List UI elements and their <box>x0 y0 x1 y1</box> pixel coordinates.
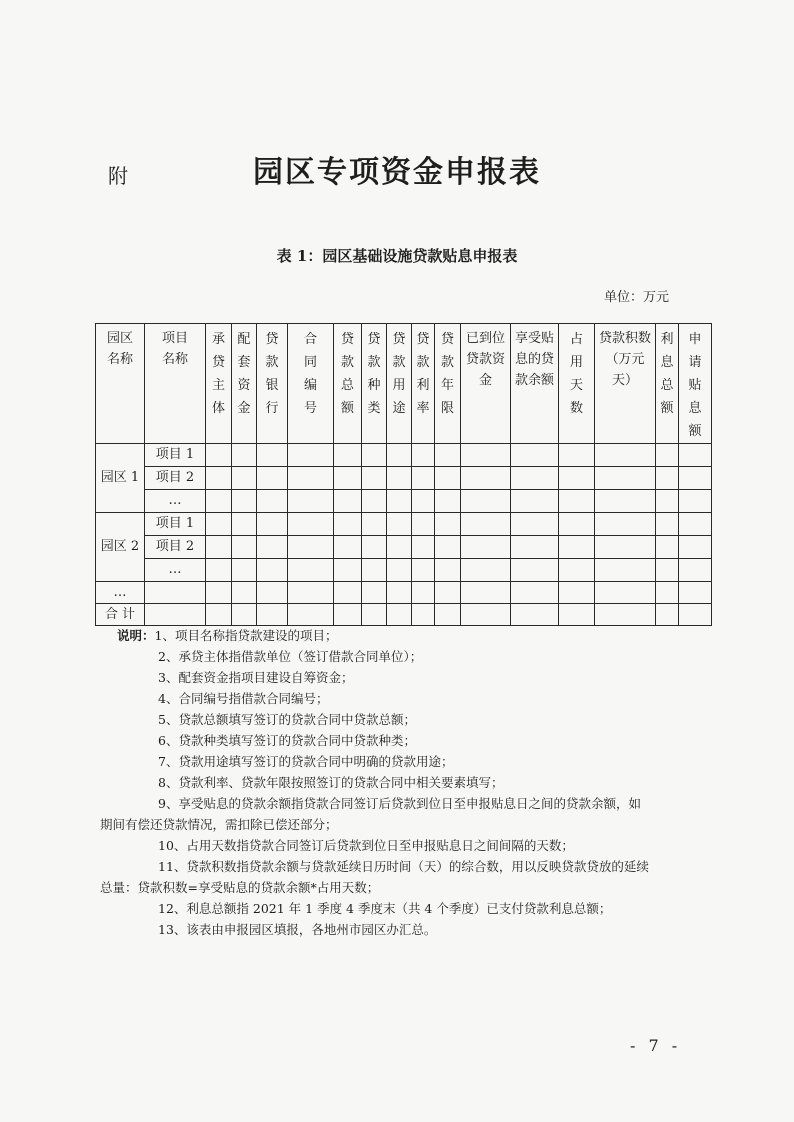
note-line: 9、享受贴息的贷款余额指贷款合同签订后贷款到位日至申报贴息日之间的贷款余额，如 <box>158 796 641 811</box>
header-cell: 申请贴息额 <box>679 324 712 444</box>
header-cell: 配套资金 <box>232 324 257 444</box>
header-cell: 已到位贷款资金 <box>461 324 511 444</box>
header-cell: 合同编号 <box>288 324 334 444</box>
header-cell: 贷款年限 <box>435 324 461 444</box>
table-row <box>96 490 712 513</box>
table-row <box>96 559 712 582</box>
table-row <box>96 536 712 559</box>
project-cell: 项目 2 <box>145 536 206 559</box>
header-cell: 园区名称 <box>96 324 145 444</box>
header-cell: 贷款积数（万元天） <box>595 324 656 444</box>
header-cell: 占用天数 <box>559 324 595 444</box>
project-cell: 项目 2 <box>145 467 206 490</box>
notes-section <box>100 625 705 940</box>
note-line: 5、贷款总额填写签订的贷款合同中贷款总额； <box>158 712 416 727</box>
note-line: 13、该表由申报园区填报，各地州市园区办汇总。 <box>158 922 437 937</box>
note-line: 期间有偿还贷款情况，需扣除已偿还部分； <box>100 817 338 832</box>
header-cell: 承贷主体 <box>206 324 232 444</box>
header-cell: 利息总额 <box>656 324 679 444</box>
note-line: 总量：贷款积数=享受贴息的贷款余额*占用天数； <box>100 880 380 895</box>
application-table <box>95 323 712 626</box>
table-row <box>96 513 712 536</box>
page-title: 园区专项资金申报表 <box>253 155 541 190</box>
table-row <box>96 444 712 467</box>
table-row <box>96 467 712 490</box>
note-line: 6、贷款种类填写签订的贷款合同中贷款种类； <box>158 733 416 748</box>
project-cell: … <box>145 559 206 582</box>
table-title: 表 1：园区基础设施贷款贴息申报表 <box>276 247 518 265</box>
header-cell: 贷款用途 <box>387 324 412 444</box>
total-row <box>96 604 712 626</box>
notes-lead: 说明： <box>117 628 155 643</box>
note-line: 说明：1、项目名称指贷款建设的项目； <box>117 628 338 643</box>
header-cell: 贷款银行 <box>257 324 288 444</box>
project-cell: 项目 1 <box>145 444 206 467</box>
note-line: 12、利息总额指 2021 年 1 季度 4 季度末（共 4 个季度）已支付贷款利息总额； <box>158 901 612 916</box>
total-label: 合 计 <box>96 604 145 626</box>
note-line: 2、承贷主体指借款单位（签订借款合同单位）； <box>158 649 423 664</box>
note-line: 10、占用天数指贷款合同签订后贷款到位日至申报贴息日之间间隔的天数； <box>158 838 574 853</box>
ellipsis-cell: … <box>96 582 145 604</box>
table-header-row <box>96 324 712 444</box>
unit-label: 单位：万元 <box>604 290 670 305</box>
project-cell: 项目 1 <box>145 513 206 536</box>
project-cell: … <box>145 490 206 513</box>
note-line: 7、贷款用途填写签订的贷款合同中明确的贷款用途； <box>158 754 454 769</box>
header-cell: 贷款种类 <box>362 324 387 444</box>
note-line: 3、配套资金指项目建设自筹资金； <box>158 670 354 685</box>
header-cell: 贷款总额 <box>334 324 362 444</box>
table-row <box>96 582 712 604</box>
note-line: 4、合同编号指借款合同编号； <box>158 691 329 706</box>
park-cell: 园区 2 <box>96 513 145 582</box>
note-line: 11、贷款积数指贷款余额与贷款延续日历时间（天）的综合数，用以反映贷款贷放的延续 <box>158 859 649 874</box>
header-cell: 享受贴息的贷款余额 <box>511 324 559 444</box>
annex-label: 附 <box>108 164 128 188</box>
note-line: 8、贷款利率、贷款年限按照签订的贷款合同中相关要素填写； <box>158 775 504 790</box>
page-number: - 7 - <box>630 1036 682 1055</box>
header-cell: 贷款利率 <box>412 324 435 444</box>
header-cell: 项目名称 <box>145 324 206 444</box>
park-cell: 园区 1 <box>96 444 145 513</box>
